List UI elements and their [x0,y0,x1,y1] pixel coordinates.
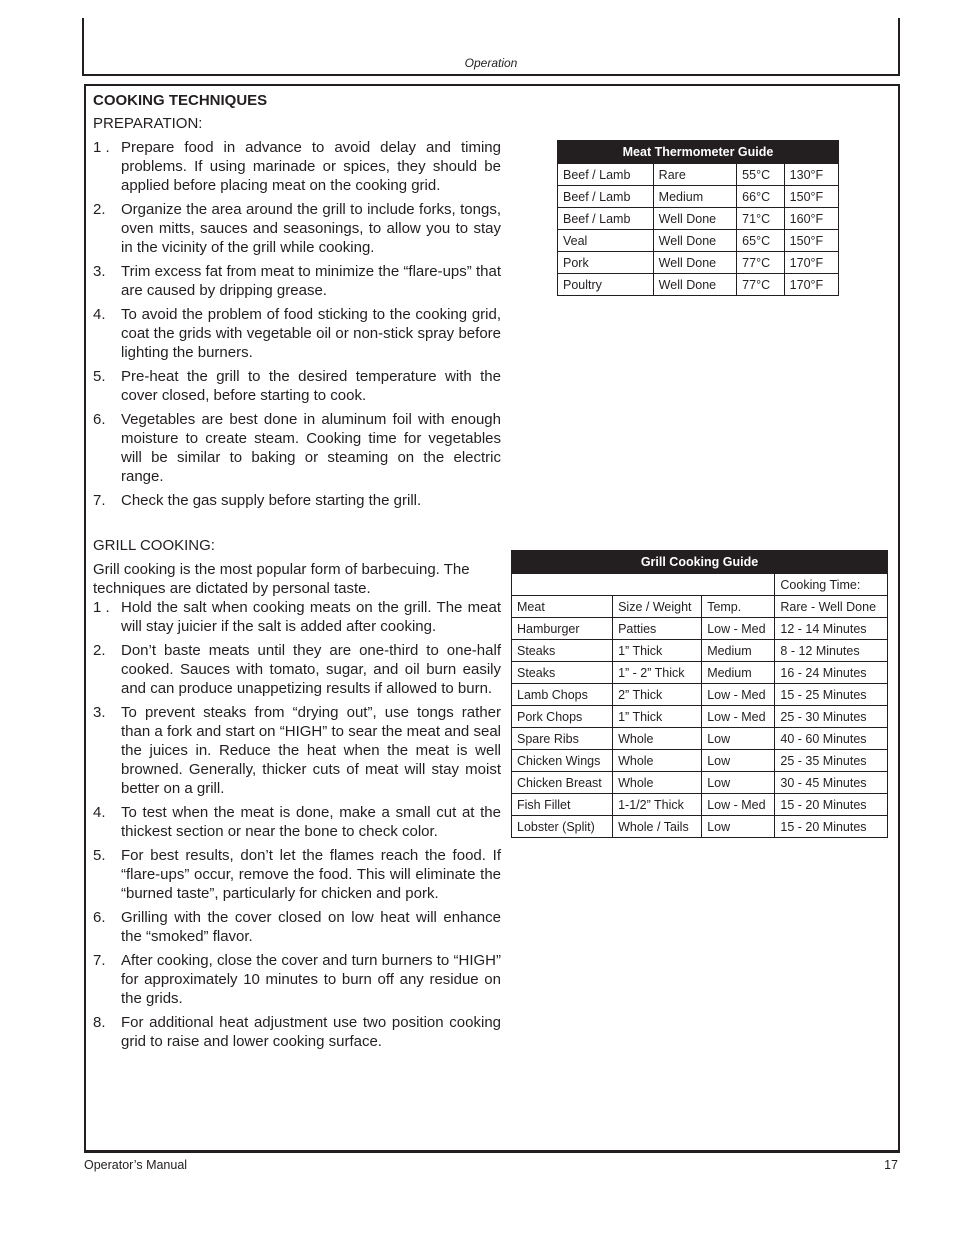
table-row [558,186,839,208]
cooking-techniques-column [93,91,501,1056]
table-cell: Pork [558,252,654,274]
table-cell: Medium [702,662,775,684]
list-text: For additional heat adjustment use two position cooking grid to raise and lower cooking surface. [121,1014,501,1050]
list-number: 4. [93,306,106,323]
list-number: 6. [93,411,106,428]
thermometer-table-title: Meat Thermometer Guide [558,141,839,164]
table-cell: Beef / Lamb [558,164,654,186]
page-number: 17 [884,1158,898,1172]
list-item [93,703,501,798]
table-cell: 150°F [784,230,838,252]
list-text: For best results, don’t let the flames reach the food. If “flare-ups” occur, remove the food. This will eliminate the “burned taste”, particularly for chicken and pork. [121,847,501,902]
table-cell: Low - Med [702,618,775,640]
table-cell: Medium [653,186,737,208]
table-cell: 71°C [737,208,785,230]
table-cell: 77°C [737,274,785,296]
table-row [512,794,888,816]
table-cell: Spare Ribs [512,728,613,750]
list-text: Grilling with the cover closed on low heat will enhance the “smoked” flavor. [121,909,501,945]
table-cell: Poultry [558,274,654,296]
table-cell: Size / Weight [613,596,702,618]
list-text: After cooking, close the cover and turn burners to “HIGH” for approximately 10 minutes to burn off any residue on the grids. [121,952,501,1007]
grill-cooking-table [511,550,888,838]
list-number: 5. [93,368,106,385]
list-number: 4. [93,804,106,821]
table-row [512,618,888,640]
table-row [512,662,888,684]
list-item [93,598,501,636]
list-text: Vegetables are best done in aluminum foil with enough moisture to create steam. Cooking time for vegetables will be similar to baking or steaming on the electric range. [121,411,501,485]
list-number: 2. [93,642,106,659]
list-item [93,305,501,362]
list-text: Trim excess fat from meat to minimize the “flare-ups” that are caused by dripping grease. [121,263,501,299]
list-number: 2. [93,201,106,218]
table-cell: 15 - 25 Minutes [775,684,888,706]
section-label: Operation [464,56,518,70]
table-cell: Beef / Lamb [558,186,654,208]
grill-table-title: Grill Cooking Guide [512,551,888,574]
list-item [93,803,501,841]
list-item [93,951,501,1008]
list-text: To avoid the problem of food sticking to the cooking grid, coat the grids with vegetable oil or non-stick spray before lighting the burners. [121,306,501,361]
list-number: 3. [93,263,106,280]
table-row [512,574,888,596]
list-number: 3. [93,704,106,721]
grill-cooking-intro: Grill cooking is the most popular form of barbecuing. The techniques are dictated by personal taste. [93,561,470,597]
list-item [93,846,501,903]
table-cell: 1-1/2” Thick [613,794,702,816]
table-cell: Lamb Chops [512,684,613,706]
list-text: Check the gas supply before starting the grill. [121,492,422,509]
table-cell: 1” Thick [613,706,702,728]
table-cell: Lobster (Split) [512,816,613,838]
table-cell: 15 - 20 Minutes [775,794,888,816]
preparation-title: PREPARATION: [93,115,203,132]
table-cell: Rare [653,164,737,186]
table-cell: 30 - 45 Minutes [775,772,888,794]
list-number: 5. [93,847,106,864]
list-text: Pre-heat the grill to the desired temperature with the cover closed, before starting to cook. [121,368,501,404]
table-cell: Chicken Wings [512,750,613,772]
table-row [512,772,888,794]
list-item [93,1013,501,1051]
table-cell: Steaks [512,662,613,684]
table-cell: 55°C [737,164,785,186]
list-item [93,138,501,195]
list-item [93,200,501,257]
table-cell: Temp. [702,596,775,618]
grill-cooking-title: GRILL COOKING: [93,537,215,554]
table-row [558,274,839,296]
table-cell: 170°F [784,274,838,296]
list-text: Don’t baste meats until they are one-third to one-half cooked. Sauces with tomato, sugar, and oil burn easily and can produce unappetizing results if allowed to burn. [121,642,501,697]
list-number: 1 . [93,139,110,156]
footer-manual-title: Operator’s Manual [84,1158,188,1172]
table-cell: Well Done [653,252,737,274]
table-cell: 1” - 2” Thick [613,662,702,684]
table-cell: 12 - 14 Minutes [775,618,888,640]
list-item [93,367,501,405]
table-cell: 15 - 20 Minutes [775,816,888,838]
list-number: 8. [93,1014,106,1031]
table-cell: Fish Fillet [512,794,613,816]
grill-cooking-section [93,536,501,1051]
list-item [93,908,501,946]
list-number: 7. [93,952,106,969]
section-title: COOKING TECHNIQUES [93,92,268,109]
table-row [558,208,839,230]
table-cell: 130°F [784,164,838,186]
grill-cooking-list [93,598,501,1051]
table-row [512,684,888,706]
table-cell: 66°C [737,186,785,208]
table-header-row [512,596,888,618]
table-cell: Well Done [653,230,737,252]
table-cell: 160°F [784,208,838,230]
table-cell: 40 - 60 Minutes [775,728,888,750]
list-item [93,262,501,300]
cooking-time-label: Cooking Time: [775,574,888,596]
table-cell: 16 - 24 Minutes [775,662,888,684]
list-text: Prepare food in advance to avoid delay and timing problems. If using marinade or spices, they should be applied before placing meat on the cooking grid. [121,139,501,194]
list-text: To test when the meat is done, make a small cut at the thickest section or near the bone to check color. [121,804,501,840]
list-number: 6. [93,909,106,926]
table-cell [512,574,775,596]
table-cell: Beef / Lamb [558,208,654,230]
meat-thermometer-table [557,140,839,296]
table-row [558,164,839,186]
list-number: 7. [93,492,106,509]
table-cell: Low - Med [702,706,775,728]
table-cell: Well Done [653,274,737,296]
list-item [93,641,501,698]
table-cell: Chicken Breast [512,772,613,794]
table-cell: Patties [613,618,702,640]
table-cell: 8 - 12 Minutes [775,640,888,662]
table-cell: 170°F [784,252,838,274]
table-cell: Whole [613,728,702,750]
table-row [512,728,888,750]
table-row [512,816,888,838]
table-cell: Rare - Well Done [775,596,888,618]
table-row [512,750,888,772]
table-cell: Hamburger [512,618,613,640]
table-cell: Low - Med [702,794,775,816]
table-cell: 25 - 30 Minutes [775,706,888,728]
list-item [93,491,501,510]
list-item [93,410,501,486]
table-cell: 65°C [737,230,785,252]
table-row [512,706,888,728]
list-number: 1 . [93,599,110,616]
table-cell: Low [702,750,775,772]
list-text: Organize the area around the grill to include forks, tongs, oven mitts, sauces and seasonings, to allow you to stay in the vicinity of the grill while cooking. [121,201,501,256]
table-cell: 77°C [737,252,785,274]
table-cell: Veal [558,230,654,252]
table-row [512,640,888,662]
table-cell: 150°F [784,186,838,208]
table-cell: Pork Chops [512,706,613,728]
table-cell: Meat [512,596,613,618]
table-cell: Low - Med [702,684,775,706]
table-row [558,230,839,252]
list-text: To prevent steaks from “drying out”, use tongs rather than a fork and start on “HIGH” to sear the meat and seal the juices in. Reduce the heat when the meat is well browned. Generally, thicker cuts of meat will stay moist better on a grill. [121,704,501,797]
table-cell: 25 - 35 Minutes [775,750,888,772]
table-cell: Well Done [653,208,737,230]
table-cell: Whole [613,772,702,794]
list-text: Hold the salt when cooking meats on the grill. The meat will stay juicier if the salt is added after cooking. [121,599,501,635]
header-box [82,18,900,76]
table-cell: Steaks [512,640,613,662]
table-cell: Low [702,816,775,838]
table-cell: Medium [702,640,775,662]
table-cell: Whole [613,750,702,772]
table-cell: 1” Thick [613,640,702,662]
table-row [558,252,839,274]
table-cell: Low [702,728,775,750]
preparation-list [93,138,501,510]
table-cell: 2” Thick [613,684,702,706]
table-cell: Whole / Tails [613,816,702,838]
table-cell: Low [702,772,775,794]
